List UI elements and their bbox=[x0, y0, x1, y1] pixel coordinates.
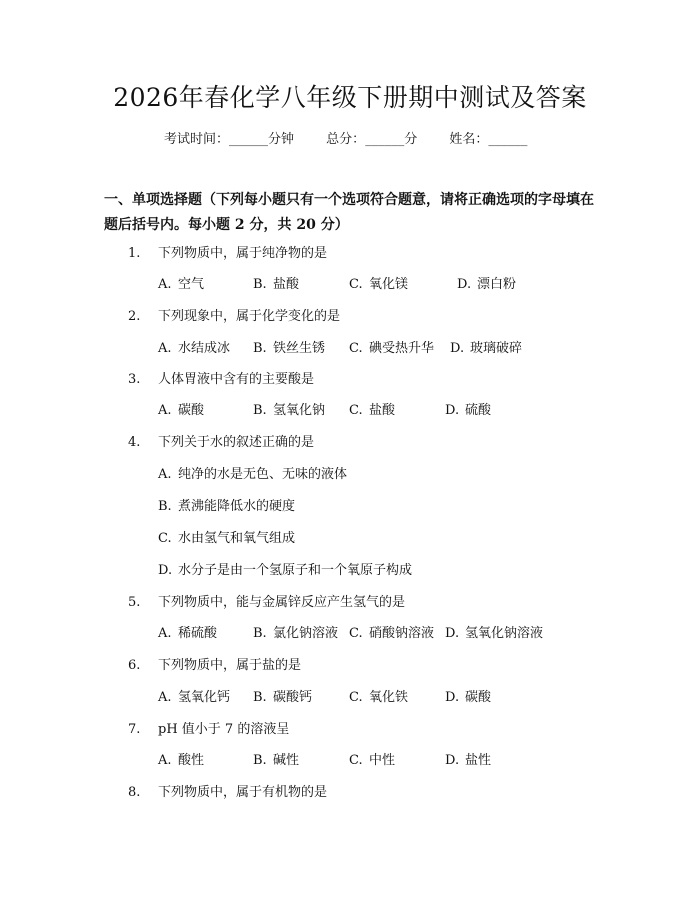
exam-time-unit: 分钟 bbox=[268, 132, 295, 147]
option-letter: C. bbox=[349, 277, 363, 292]
option-text: 酸性 bbox=[178, 753, 205, 768]
option-text: 氧化铁 bbox=[369, 690, 409, 705]
option-a bbox=[158, 688, 230, 708]
option-letter: B. bbox=[253, 626, 267, 641]
option-letter: C. bbox=[349, 690, 363, 705]
option-c bbox=[158, 529, 295, 549]
option-letter: B. bbox=[253, 277, 267, 292]
option-c bbox=[349, 751, 395, 771]
option-d bbox=[158, 561, 412, 581]
total-score-field bbox=[326, 130, 417, 150]
option-letter: D. bbox=[457, 277, 472, 292]
option-letter: A. bbox=[158, 341, 172, 356]
option-letter: D. bbox=[158, 563, 173, 578]
option-text: 盐酸 bbox=[273, 277, 300, 292]
option-text: 碳酸 bbox=[178, 403, 205, 418]
option-letter: A. bbox=[158, 467, 172, 482]
option-text: 硝酸钠溶液 bbox=[369, 626, 435, 641]
question-number: 5. bbox=[128, 595, 141, 610]
option-text: 氯化钠溶液 bbox=[273, 626, 339, 641]
option-d bbox=[457, 275, 516, 295]
option-c bbox=[349, 624, 434, 644]
total-score-blank: ______ bbox=[365, 132, 405, 147]
option-letter: A. bbox=[158, 753, 172, 768]
option-letter: B. bbox=[158, 499, 172, 514]
option-text: 碱性 bbox=[273, 753, 300, 768]
option-b bbox=[253, 751, 299, 771]
option-text: 盐酸 bbox=[369, 403, 396, 418]
question-number: 3. bbox=[128, 372, 141, 387]
question-text: 下列关于水的叙述正确的是 bbox=[158, 435, 315, 450]
option-letter: B. bbox=[253, 403, 267, 418]
question-3 bbox=[128, 370, 314, 390]
question-number: 2. bbox=[128, 309, 141, 324]
option-letter: B. bbox=[253, 690, 267, 705]
option-b bbox=[158, 497, 295, 517]
question-5 bbox=[128, 593, 405, 613]
option-text: 中性 bbox=[369, 753, 396, 768]
option-letter: B. bbox=[253, 753, 267, 768]
option-b bbox=[253, 275, 299, 295]
question-number: 1. bbox=[128, 246, 141, 261]
question-1 bbox=[128, 244, 327, 264]
exam-time-blank: ______ bbox=[229, 132, 269, 147]
option-d bbox=[445, 401, 491, 421]
question-text: 下列物质中，能与金属锌反应产生氢气的是 bbox=[158, 595, 406, 610]
exam-time-field bbox=[164, 130, 294, 150]
option-letter: B. bbox=[253, 341, 267, 356]
option-text: 空气 bbox=[178, 277, 205, 292]
student-name-label: 姓名： bbox=[449, 132, 489, 147]
question-6 bbox=[128, 656, 301, 676]
question-text: 下列现象中，属于化学变化的是 bbox=[158, 309, 341, 324]
option-letter: A. bbox=[158, 626, 172, 641]
option-text: 氢氧化钠溶液 bbox=[465, 626, 544, 641]
option-letter: C. bbox=[158, 531, 172, 546]
question-4 bbox=[128, 433, 314, 453]
option-a bbox=[158, 751, 204, 771]
option-letter: C. bbox=[349, 403, 363, 418]
option-c bbox=[349, 401, 395, 421]
option-a bbox=[158, 275, 204, 295]
option-letter: A. bbox=[158, 277, 172, 292]
question-text: pH 值小于 7 的溶液呈 bbox=[158, 722, 290, 737]
option-text: 碳酸 bbox=[465, 690, 492, 705]
question-text: 下列物质中，属于盐的是 bbox=[158, 658, 302, 673]
question-number: 8. bbox=[128, 785, 141, 800]
question-number: 7. bbox=[128, 722, 141, 737]
question-7 bbox=[128, 720, 289, 740]
question-number: 4. bbox=[128, 435, 141, 450]
option-letter: D. bbox=[450, 341, 465, 356]
option-a bbox=[158, 624, 217, 644]
option-a bbox=[158, 339, 230, 359]
option-letter: C. bbox=[349, 341, 363, 356]
option-d bbox=[445, 751, 491, 771]
option-text: 氧化镁 bbox=[369, 277, 409, 292]
option-text: 稀硫酸 bbox=[178, 626, 218, 641]
exam-time-label: 考试时间： bbox=[164, 132, 230, 147]
student-name-field bbox=[449, 130, 527, 150]
option-b bbox=[253, 624, 338, 644]
option-a bbox=[158, 465, 347, 485]
option-b bbox=[253, 401, 325, 421]
student-name-blank: ______ bbox=[488, 132, 528, 147]
option-letter: A. bbox=[158, 690, 172, 705]
option-text: 氢氧化钙 bbox=[178, 690, 231, 705]
option-text: 煮沸能降低水的硬度 bbox=[178, 499, 296, 514]
option-text: 水结成冰 bbox=[178, 341, 231, 356]
question-text: 下列物质中，属于有机物的是 bbox=[158, 785, 328, 800]
option-letter: C. bbox=[349, 753, 363, 768]
option-letter: D. bbox=[445, 403, 460, 418]
option-text: 碘受热升华 bbox=[369, 341, 435, 356]
option-b bbox=[253, 688, 312, 708]
option-text: 纯净的水是无色、无味的液体 bbox=[178, 467, 348, 482]
option-text: 盐性 bbox=[465, 753, 492, 768]
option-d bbox=[450, 339, 522, 359]
option-text: 玻璃破碎 bbox=[470, 341, 523, 356]
exam-meta bbox=[164, 130, 527, 150]
option-letter: D. bbox=[445, 690, 460, 705]
question-text: 人体胃液中含有的主要酸是 bbox=[158, 372, 315, 387]
option-text: 氢氧化钠 bbox=[273, 403, 326, 418]
option-d bbox=[445, 688, 491, 708]
question-2 bbox=[128, 307, 340, 327]
option-text: 水分子是由一个氢原子和一个氧原子构成 bbox=[178, 563, 413, 578]
document-title: 2026年春化学八年级下册期中测试及答案 bbox=[113, 83, 587, 112]
option-letter: D. bbox=[445, 753, 460, 768]
option-text: 水由氢气和氧气组成 bbox=[178, 531, 296, 546]
option-letter: A. bbox=[158, 403, 172, 418]
option-letter: C. bbox=[349, 626, 363, 641]
option-c bbox=[349, 688, 408, 708]
option-letter: D. bbox=[445, 626, 460, 641]
total-score-unit: 分 bbox=[404, 132, 418, 147]
option-text: 硫酸 bbox=[465, 403, 492, 418]
option-text: 碳酸钙 bbox=[273, 690, 313, 705]
section-heading: 一、单项选择题（下列每小题只有一个选项符合题意，请将正确选项的字母填在题后括号内。每小题 2 分，共 20 分） bbox=[104, 192, 594, 233]
option-a bbox=[158, 401, 204, 421]
option-c bbox=[349, 339, 434, 359]
question-text: 下列物质中，属于纯净物的是 bbox=[158, 246, 328, 261]
option-text: 漂白粉 bbox=[477, 277, 517, 292]
total-score-label: 总分： bbox=[326, 132, 366, 147]
question-8 bbox=[128, 783, 327, 803]
question-number: 6. bbox=[128, 658, 141, 673]
option-c bbox=[349, 275, 408, 295]
option-d bbox=[445, 624, 543, 644]
option-text: 铁丝生锈 bbox=[273, 341, 326, 356]
option-b bbox=[253, 339, 325, 359]
